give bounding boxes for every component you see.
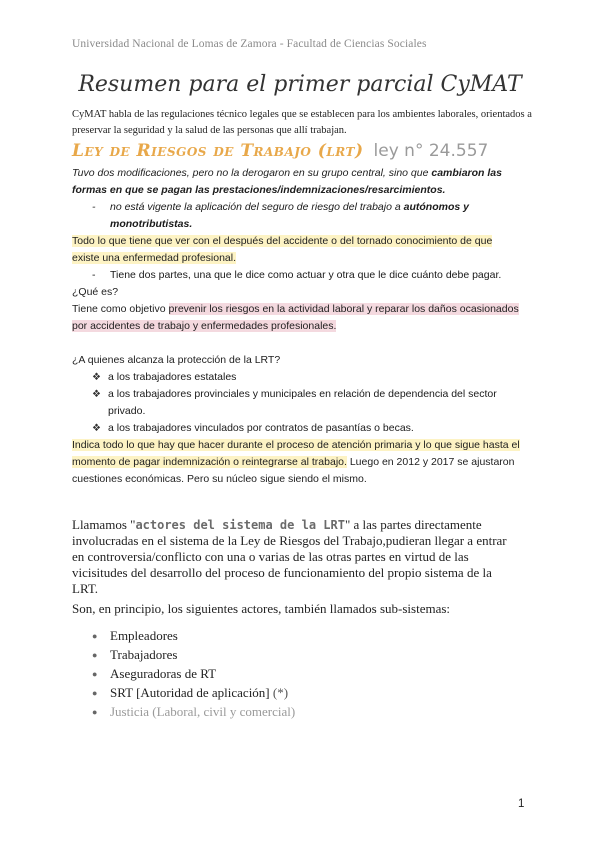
- coverage-item-text: a los trabajadores vinculados por contratos de pasantías o becas.: [108, 422, 414, 434]
- objective-prefix: Tiene como objetivo: [72, 303, 169, 315]
- coverage-item: [92, 369, 520, 386]
- page-number: 1: [518, 798, 525, 810]
- law-heading: [72, 141, 488, 161]
- actors-suffix: " a las partes directamente involucradas en el sistema de la Ley de Riesgos del Trabajo,pudieran llegar a entrar en controversia/conflicto con una o varias de las otras partes en virtud de las vicisitudes del desarrollo del proceso de funcionamiento del propio sistema de la LRT.: [72, 517, 507, 596]
- objective-paragraph: [72, 301, 520, 335]
- after-accident-paragraph: [72, 233, 520, 267]
- coverage-item-text: a los trabajadores provinciales y municipales en relación de dependencia del sector privado.: [108, 388, 497, 417]
- actors-paragraph: [72, 517, 520, 597]
- coverage-item: [92, 386, 520, 420]
- after-accident-highlight: Todo lo que tiene que ver con el después del accidente o del tornado conocimiento de que existe una enfermedad profesional.: [72, 235, 493, 264]
- intro-line-2: preservar la seguridad y la salud de las personas que allí trabajan.: [72, 125, 347, 136]
- actors-term: actores del sistema de la LRT: [135, 518, 345, 532]
- diamond-bullet-icon: ❖: [92, 423, 101, 434]
- coverage-item-text: a los trabajadores estatales: [108, 371, 237, 383]
- two-parts-item: [92, 267, 520, 284]
- intro-line-1: CyMAT habla de las regulaciones técnico legales que se establecen para los ambientes laborales, orientados a: [72, 109, 532, 120]
- process-highlight: Indica todo lo que hay que hacer durante el proceso de atención primaria y lo que sigue hasta el momento de pagar indemnización o reintegrarse al trabajo.: [72, 439, 520, 468]
- dash-marker: -: [92, 201, 96, 213]
- law-number: ley n° 24.557: [373, 141, 489, 161]
- bullet-dot-icon: ●: [92, 650, 98, 660]
- not-valid-bold: autónomos y monotributistas.: [110, 201, 469, 230]
- actor-item-text: Empleadores: [110, 628, 178, 643]
- diamond-bullet-icon: ❖: [92, 389, 101, 400]
- dash-marker: -: [92, 269, 96, 281]
- actor-item-text: SRT [Autoridad de aplicación]: [110, 685, 270, 700]
- srt-note: (*): [272, 685, 289, 700]
- actor-item: [92, 685, 288, 701]
- page-header: Universidad Nacional de Lomas de Zamora - Facultad de Ciencias Sociales: [72, 38, 427, 50]
- what-is-question: ¿Qué es?: [72, 286, 119, 298]
- coverage-question: ¿A quienes alcanza la protección de la LRT?: [72, 354, 281, 366]
- actor-item: [92, 666, 216, 682]
- bullet-dot-icon: ●: [92, 631, 98, 641]
- actor-item: [92, 628, 178, 644]
- coverage-item: [92, 420, 520, 437]
- actors-prefix: Llamamos ": [72, 517, 136, 532]
- not-valid-text: no está vigente la aplicación del seguro de riesgo del trabajo a: [110, 201, 404, 213]
- modifications-text: Tuvo dos modificaciones, pero no la derogaron en su grupo central, sino que: [72, 167, 432, 179]
- not-valid-item: [92, 199, 520, 233]
- actor-item-text: Trabajadores: [110, 647, 178, 662]
- process-rest: Luego en 2012 y 2017 se ajustaron cuestiones económicas. Pero su núcleo sigue siendo el mismo.: [72, 456, 515, 485]
- two-parts-text: Tiene dos partes, una que le dice como actuar y otra que le dice cuánto debe pagar.: [110, 269, 502, 281]
- modifications-paragraph: [72, 165, 520, 199]
- bullet-dot-icon: ●: [92, 707, 98, 717]
- modifications-bold: cambiaron las formas en que se pagan las prestaciones/indemnizaciones/resarcimientos.: [72, 167, 502, 196]
- process-paragraph: [72, 437, 520, 488]
- bullet-dot-icon: ●: [92, 688, 98, 698]
- document-title: Resumen para el primer parcial CyMAT: [78, 72, 522, 97]
- actors-list-intro: Son, en principio, los siguientes actores, también llamados sub-sistemas:: [72, 601, 451, 616]
- diamond-bullet-icon: ❖: [92, 372, 101, 383]
- objective-highlight: prevenir los riesgos en la actividad laboral y reparar los daños ocasionados por accidentes de trabajo y enfermedades profesionales.: [72, 303, 519, 332]
- actor-item: [92, 647, 177, 663]
- actor-item: [92, 704, 295, 720]
- intro-paragraph: [72, 107, 532, 139]
- bullet-dot-icon: ●: [92, 669, 98, 679]
- actor-item-text: Justicia (Laboral, civil y comercial): [110, 704, 296, 719]
- actor-item-text: Aseguradoras de RT: [110, 666, 217, 681]
- law-name: Ley de Riesgos de Trabajo (lrt): [72, 141, 364, 161]
